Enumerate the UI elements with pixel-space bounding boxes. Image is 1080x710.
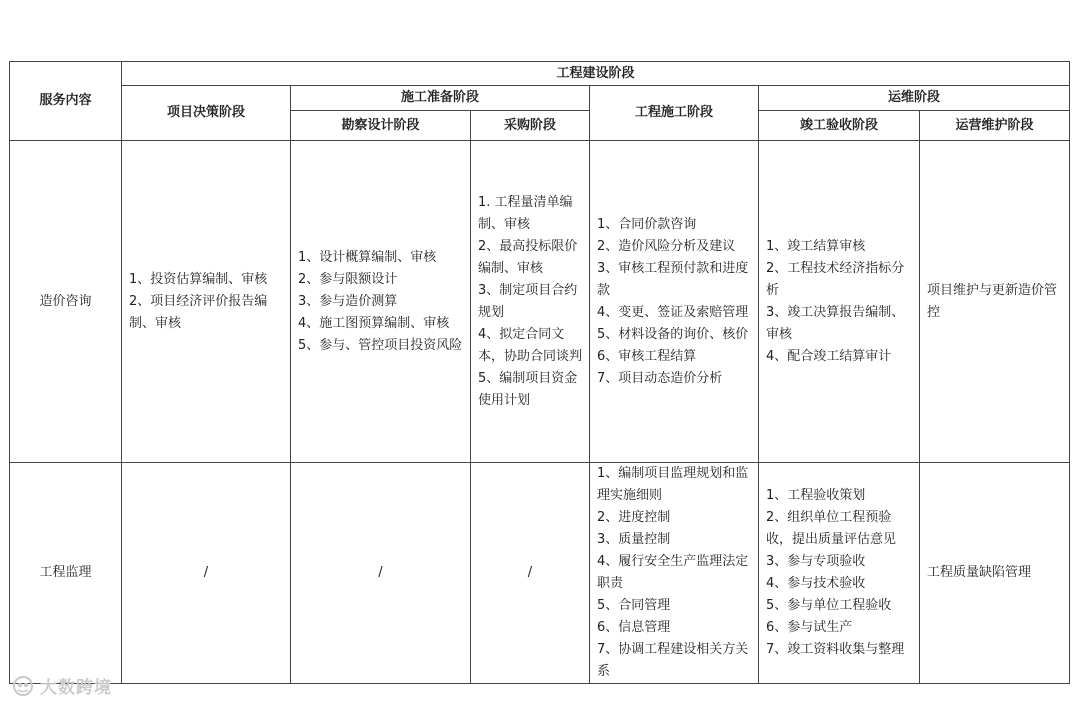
cell-supervision-acceptance	[759, 463, 920, 684]
cell-text: 1、编制项目监理规划和监理实施细则 2、进度控制 3、质量控制 4、履行安全生产监理法定职责 5、合同管理 6、信息管理 7、协调工程建设相关方关系	[597, 466, 749, 679]
header-construction-stage: 工程施工阶段	[590, 86, 759, 141]
row-label-cost-consulting: 造价咨询	[10, 141, 122, 463]
cell-cost-procurement	[471, 141, 590, 463]
cell-cost-decision	[122, 141, 291, 463]
cell-cost-acceptance	[759, 141, 920, 463]
cell-supervision-maintenance	[920, 463, 1070, 684]
cell-text: 1、投资估算编制、审核 2、项目经济评价报告编制、审核	[129, 271, 268, 331]
cell-text: 工程质量缺陷管理	[927, 565, 1032, 580]
row-label-supervision: 工程监理	[10, 463, 122, 684]
table-row	[10, 463, 1070, 684]
header-survey-design-stage: 勘察设计阶段	[291, 111, 471, 141]
header-acceptance-stage: 竣工验收阶段	[759, 111, 920, 141]
cell-cost-construction	[590, 141, 759, 463]
watermark	[12, 673, 112, 698]
cell-supervision-decision: /	[122, 463, 291, 684]
cell-text: 1. 工程量清单编制、审核 2、最高投标限价编制、审核 3、制定项目合约规划 4、拟定合同文本，协助合同谈判 5、编制项目资金使用计划	[478, 194, 583, 408]
service-stage-table	[9, 61, 1070, 684]
header-decision-stage: 项目决策阶段	[122, 86, 291, 141]
header-construction-phase: 工程建设阶段	[122, 62, 1070, 86]
cell-cost-survey-design	[291, 141, 471, 463]
watermark-text: 大数跨境	[40, 678, 112, 698]
cell-supervision-construction	[590, 463, 759, 684]
header-service-content: 服务内容	[10, 62, 122, 141]
header-maintenance-stage: 运营维护阶段	[920, 111, 1070, 141]
cell-text: 1、竣工结算审核 2、工程技术经济指标分析 3、竣工决算报告编制、审核 4、配合竣工结算审计	[766, 238, 905, 364]
watermark-logo-icon	[12, 675, 34, 697]
header-operation-stage: 运维阶段	[759, 86, 1070, 111]
cell-text: 1、合同价款咨询 2、造价风险分析及建议 3、审核工程预付款和进度款 4、变更、签证及索赔管理 5、材料设备的询价、核价 6、审核工程结算 7、项目动态造价分析	[597, 216, 749, 386]
header-prep-stage: 施工准备阶段	[291, 86, 590, 111]
cell-supervision-survey-design: /	[291, 463, 471, 684]
cell-text: 项目维护与更新造价管控	[927, 282, 1058, 320]
cell-text: 1、设计概算编制、审核 2、参与限额设计 3、参与造价测算 4、施工图预算编制、审核 5、参与、管控项目投资风险	[298, 249, 463, 353]
cell-cost-maintenance	[920, 141, 1070, 463]
header-procurement-stage: 采购阶段	[471, 111, 590, 141]
cell-supervision-procurement: /	[471, 463, 590, 684]
table-row	[10, 141, 1070, 463]
cell-text: 1、工程验收策划 2、组织单位工程预验收，提出质量评估意见 3、参与专项验收 4、参与技术验收 5、参与单位工程验收 6、参与试生产 7、竣工资料收集与整理	[766, 488, 905, 657]
